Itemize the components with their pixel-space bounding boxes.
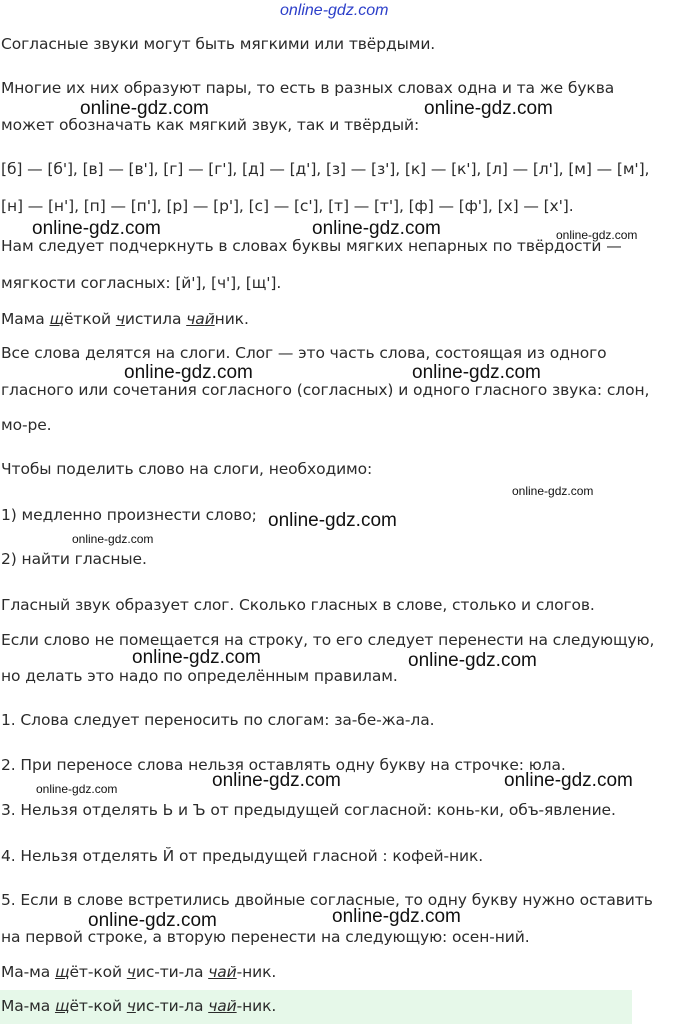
text-line-13: 1) медленно произнести слово; <box>1 506 257 524</box>
text-line-15: Гласный звук образует слог. Сколько гласных в слове, столько и слогов. <box>1 596 595 614</box>
sentence-part: -ник. <box>236 997 277 1015</box>
text-line-5: [н] — [н'], [п] — [п'], [р] — [р'], [с] — [с'], [т] — [т'], [ф] — [ф'], [х] — [х']. <box>1 197 574 215</box>
rule-3: 3. Нельзя отделять Ь и Ъ от предыдущей согласной: конь-ки, объ-явление. <box>1 801 616 819</box>
sentence-part: истила <box>124 310 187 328</box>
underlined-letter: ч <box>115 310 125 328</box>
watermark: online-gdz.com <box>212 770 341 791</box>
text-line-12: Чтобы поделить слово на слоги, необходимо: <box>1 460 373 478</box>
sentence-part: Мама <box>1 310 50 328</box>
text-line-6: Нам следует подчеркнуть в словах буквы мягких непарных по твёрдости — <box>1 237 622 255</box>
example-sentence-1 <box>1 310 249 328</box>
text-line-2: Многие их них образуют пары, то есть в разных словах одна и та же буква <box>1 79 615 97</box>
watermark: online-gdz.com <box>80 98 209 119</box>
watermark: online-gdz.com <box>312 218 441 239</box>
rule-5-line-1: 5. Если в слове встретились двойные согласные, то одну букву нужно оставить <box>1 891 653 909</box>
underlined-letter: щ <box>54 997 70 1015</box>
underlined-letter: й <box>226 963 237 981</box>
example-sentence-answer <box>1 997 276 1015</box>
top-watermark: online-gdz.com <box>280 2 389 19</box>
underlined-letter: ч <box>126 997 136 1015</box>
watermark: online-gdz.com <box>124 362 253 383</box>
watermark: online-gdz.com <box>332 906 461 927</box>
rule-5-line-2: на первой строке, а вторую перенести на следующую: осен-ний. <box>1 928 530 946</box>
underlined-letter: щ <box>49 310 64 328</box>
watermark: online-gdz.com <box>556 228 638 242</box>
underlined-letter: й <box>204 310 215 328</box>
underlined-letter: ча <box>208 997 227 1015</box>
text-line-17: но делать это надо по определённым правилам. <box>1 667 398 685</box>
text-line-10: гласного или сочетания согласного (согласных) и одного гласного звука: слон, <box>1 381 650 399</box>
text-line-9: Все слова делятся на слоги. Слог — это часть слова, состоящая из одного <box>1 344 607 362</box>
text-line-3: может обозначать как мягкий звук, так и твёрдый: <box>1 116 420 134</box>
rule-4: 4. Нельзя отделять Й от предыдущей гласной : кофей-ник. <box>1 847 484 865</box>
watermark: online-gdz.com <box>424 98 553 119</box>
underlined-letter: й <box>226 997 237 1015</box>
sentence-part: ис-ти-ла <box>135 963 209 981</box>
example-sentence-2 <box>1 963 276 981</box>
watermark: online-gdz.com <box>412 362 541 383</box>
underlined-letter: щ <box>54 963 70 981</box>
watermark: online-gdz.com <box>504 770 633 791</box>
rule-1: 1. Слова следует переносить по слогам: за-бе-жа-ла. <box>1 711 435 729</box>
underlined-letter: ч <box>126 963 136 981</box>
text-line-11: мо-ре. <box>1 416 52 434</box>
watermark: online-gdz.com <box>32 218 161 239</box>
underlined-letter: ча <box>208 963 227 981</box>
text-line-1: Согласные звуки могут быть мягкими или твёрдыми. <box>1 35 436 53</box>
underlined-letter: ча <box>186 310 205 328</box>
text-line-14: 2) найти гласные. <box>1 550 147 568</box>
watermark: online-gdz.com <box>72 532 154 546</box>
sentence-part: ёткой <box>64 310 116 328</box>
text-line-16: Если слово не помещается на строку, то его следует перенести на следующую, <box>1 631 655 649</box>
sentence-part: ис-ти-ла <box>135 997 209 1015</box>
sentence-part: Ма-ма <box>1 963 55 981</box>
watermark: online-gdz.com <box>88 910 217 931</box>
text-line-4: [б] — [б'], [в] — [в'], [г] — [г'], [д] — [д'], [з] — [з'], [к] — [к'], [л] — [л'], [м] — [м'], <box>1 160 650 178</box>
sentence-part: -ник. <box>236 963 277 981</box>
watermark: online-gdz.com <box>408 650 537 671</box>
watermark: online-gdz.com <box>36 782 118 796</box>
watermark: online-gdz.com <box>132 647 261 668</box>
sentence-part: ёт-кой <box>69 963 127 981</box>
rule-2: 2. При переносе слова нельзя оставлять одну букву на строчке: юла. <box>1 756 566 774</box>
sentence-part: Ма-ма <box>1 997 55 1015</box>
sentence-part: ник. <box>214 310 249 328</box>
sentence-part: ёт-кой <box>69 997 127 1015</box>
watermark: online-gdz.com <box>512 484 594 498</box>
text-line-7: мягкости согласных: [й'], [ч'], [щ']. <box>1 274 282 292</box>
watermark: online-gdz.com <box>268 510 397 531</box>
